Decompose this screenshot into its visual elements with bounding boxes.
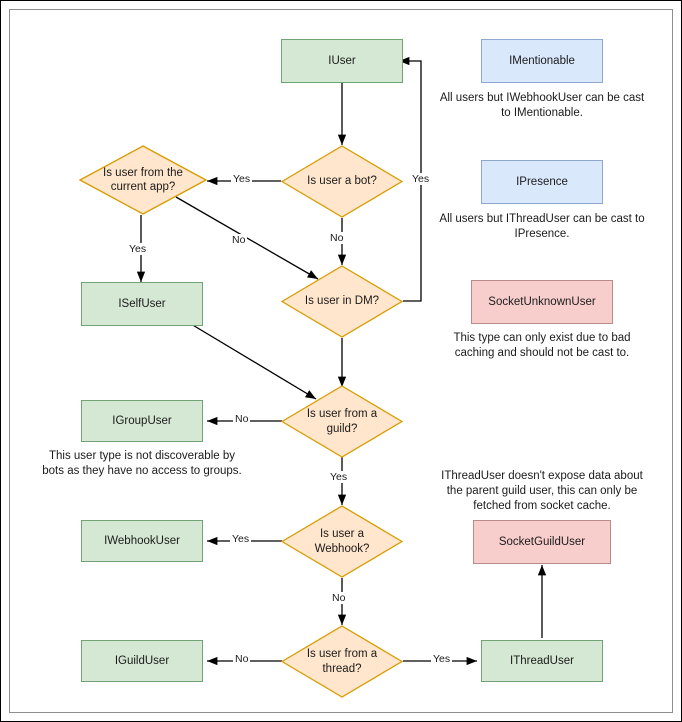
edge-label-webhook-no: No	[332, 592, 346, 604]
node-socketunknownuser[interactable]	[471, 280, 613, 324]
edge-label-current-app-yes: Yes	[129, 243, 147, 255]
node-is-current-app-label: Is user from the current app?	[103, 166, 183, 193]
node-is-bot-label: Is user a bot?	[307, 175, 377, 188]
node-ipresence[interactable]	[481, 160, 603, 204]
edge-label-thread-no: No	[235, 653, 249, 665]
node-is-guild-label: Is user from a guild?	[306, 408, 378, 435]
note-igroupuser: This user type is not discoverable by bots as they have no access to groups.	[42, 450, 242, 478]
note-ipresence: All users but IThreadUser can be cast to IPresence.	[439, 213, 645, 241]
edge-label-guild-yes: Yes	[330, 471, 348, 483]
node-is-thread-label: Is user from a thread?	[306, 648, 378, 675]
note-socketguilduser: IThreadUser doesn't expose data about the parent guild user, this can only be fetched from socket cache.	[441, 470, 643, 513]
node-is-dm[interactable]	[281, 265, 403, 338]
node-iselfuser-label: ISelfUser	[118, 297, 166, 310]
edge-label-bot-no: No	[330, 232, 344, 244]
edge-label-guild-no: No	[235, 413, 249, 425]
edge-label-current-app-no: No	[232, 234, 246, 246]
node-iwebhookuser[interactable]	[81, 520, 203, 562]
edge-label-thread-yes: Yes	[433, 653, 451, 665]
node-socketguilduser[interactable]	[473, 520, 611, 564]
node-is-webhook[interactable]	[281, 505, 403, 578]
node-ipresence-label: IPresence	[516, 175, 568, 188]
node-is-guild[interactable]	[281, 385, 403, 458]
node-iuser-label: IUser	[328, 54, 356, 67]
node-iguilduser-label: IGuildUser	[114, 654, 170, 667]
node-igroupuser[interactable]	[81, 400, 203, 442]
node-ithreaduser[interactable]	[481, 640, 603, 682]
node-iwebhookuser-label: IWebhookUser	[104, 534, 180, 547]
node-socketguilduser-label: SocketGuildUser	[498, 535, 586, 548]
node-is-dm-label: Is user in DM?	[304, 295, 380, 308]
note-imentionable: All users but IWebhookUser can be cast to IMentionable.	[439, 92, 645, 120]
edge-label-webhook-yes: Yes	[232, 533, 250, 545]
edge-label-bot-yes: Yes	[233, 173, 251, 185]
node-imentionable-label: IMentionable	[509, 54, 575, 67]
node-is-current-app[interactable]	[79, 145, 207, 215]
node-is-bot[interactable]	[281, 145, 403, 218]
node-is-webhook-label: Is user a Webhook?	[314, 528, 370, 555]
node-iguilduser[interactable]	[81, 640, 203, 682]
node-imentionable[interactable]	[481, 39, 603, 83]
node-iuser[interactable]	[281, 39, 403, 83]
node-is-thread[interactable]	[281, 625, 403, 698]
node-iselfuser[interactable]	[81, 282, 203, 326]
node-ithreaduser-label: IThreadUser	[510, 654, 574, 667]
edge-label-bot-right-yes: Yes	[412, 173, 430, 185]
node-socketunknownuser-label: SocketUnknownUser	[488, 295, 596, 308]
note-socketunknownuser: This type can only exist due to bad caching and should not be cast to.	[453, 332, 631, 360]
node-igroupuser-label: IGroupUser	[112, 414, 172, 427]
